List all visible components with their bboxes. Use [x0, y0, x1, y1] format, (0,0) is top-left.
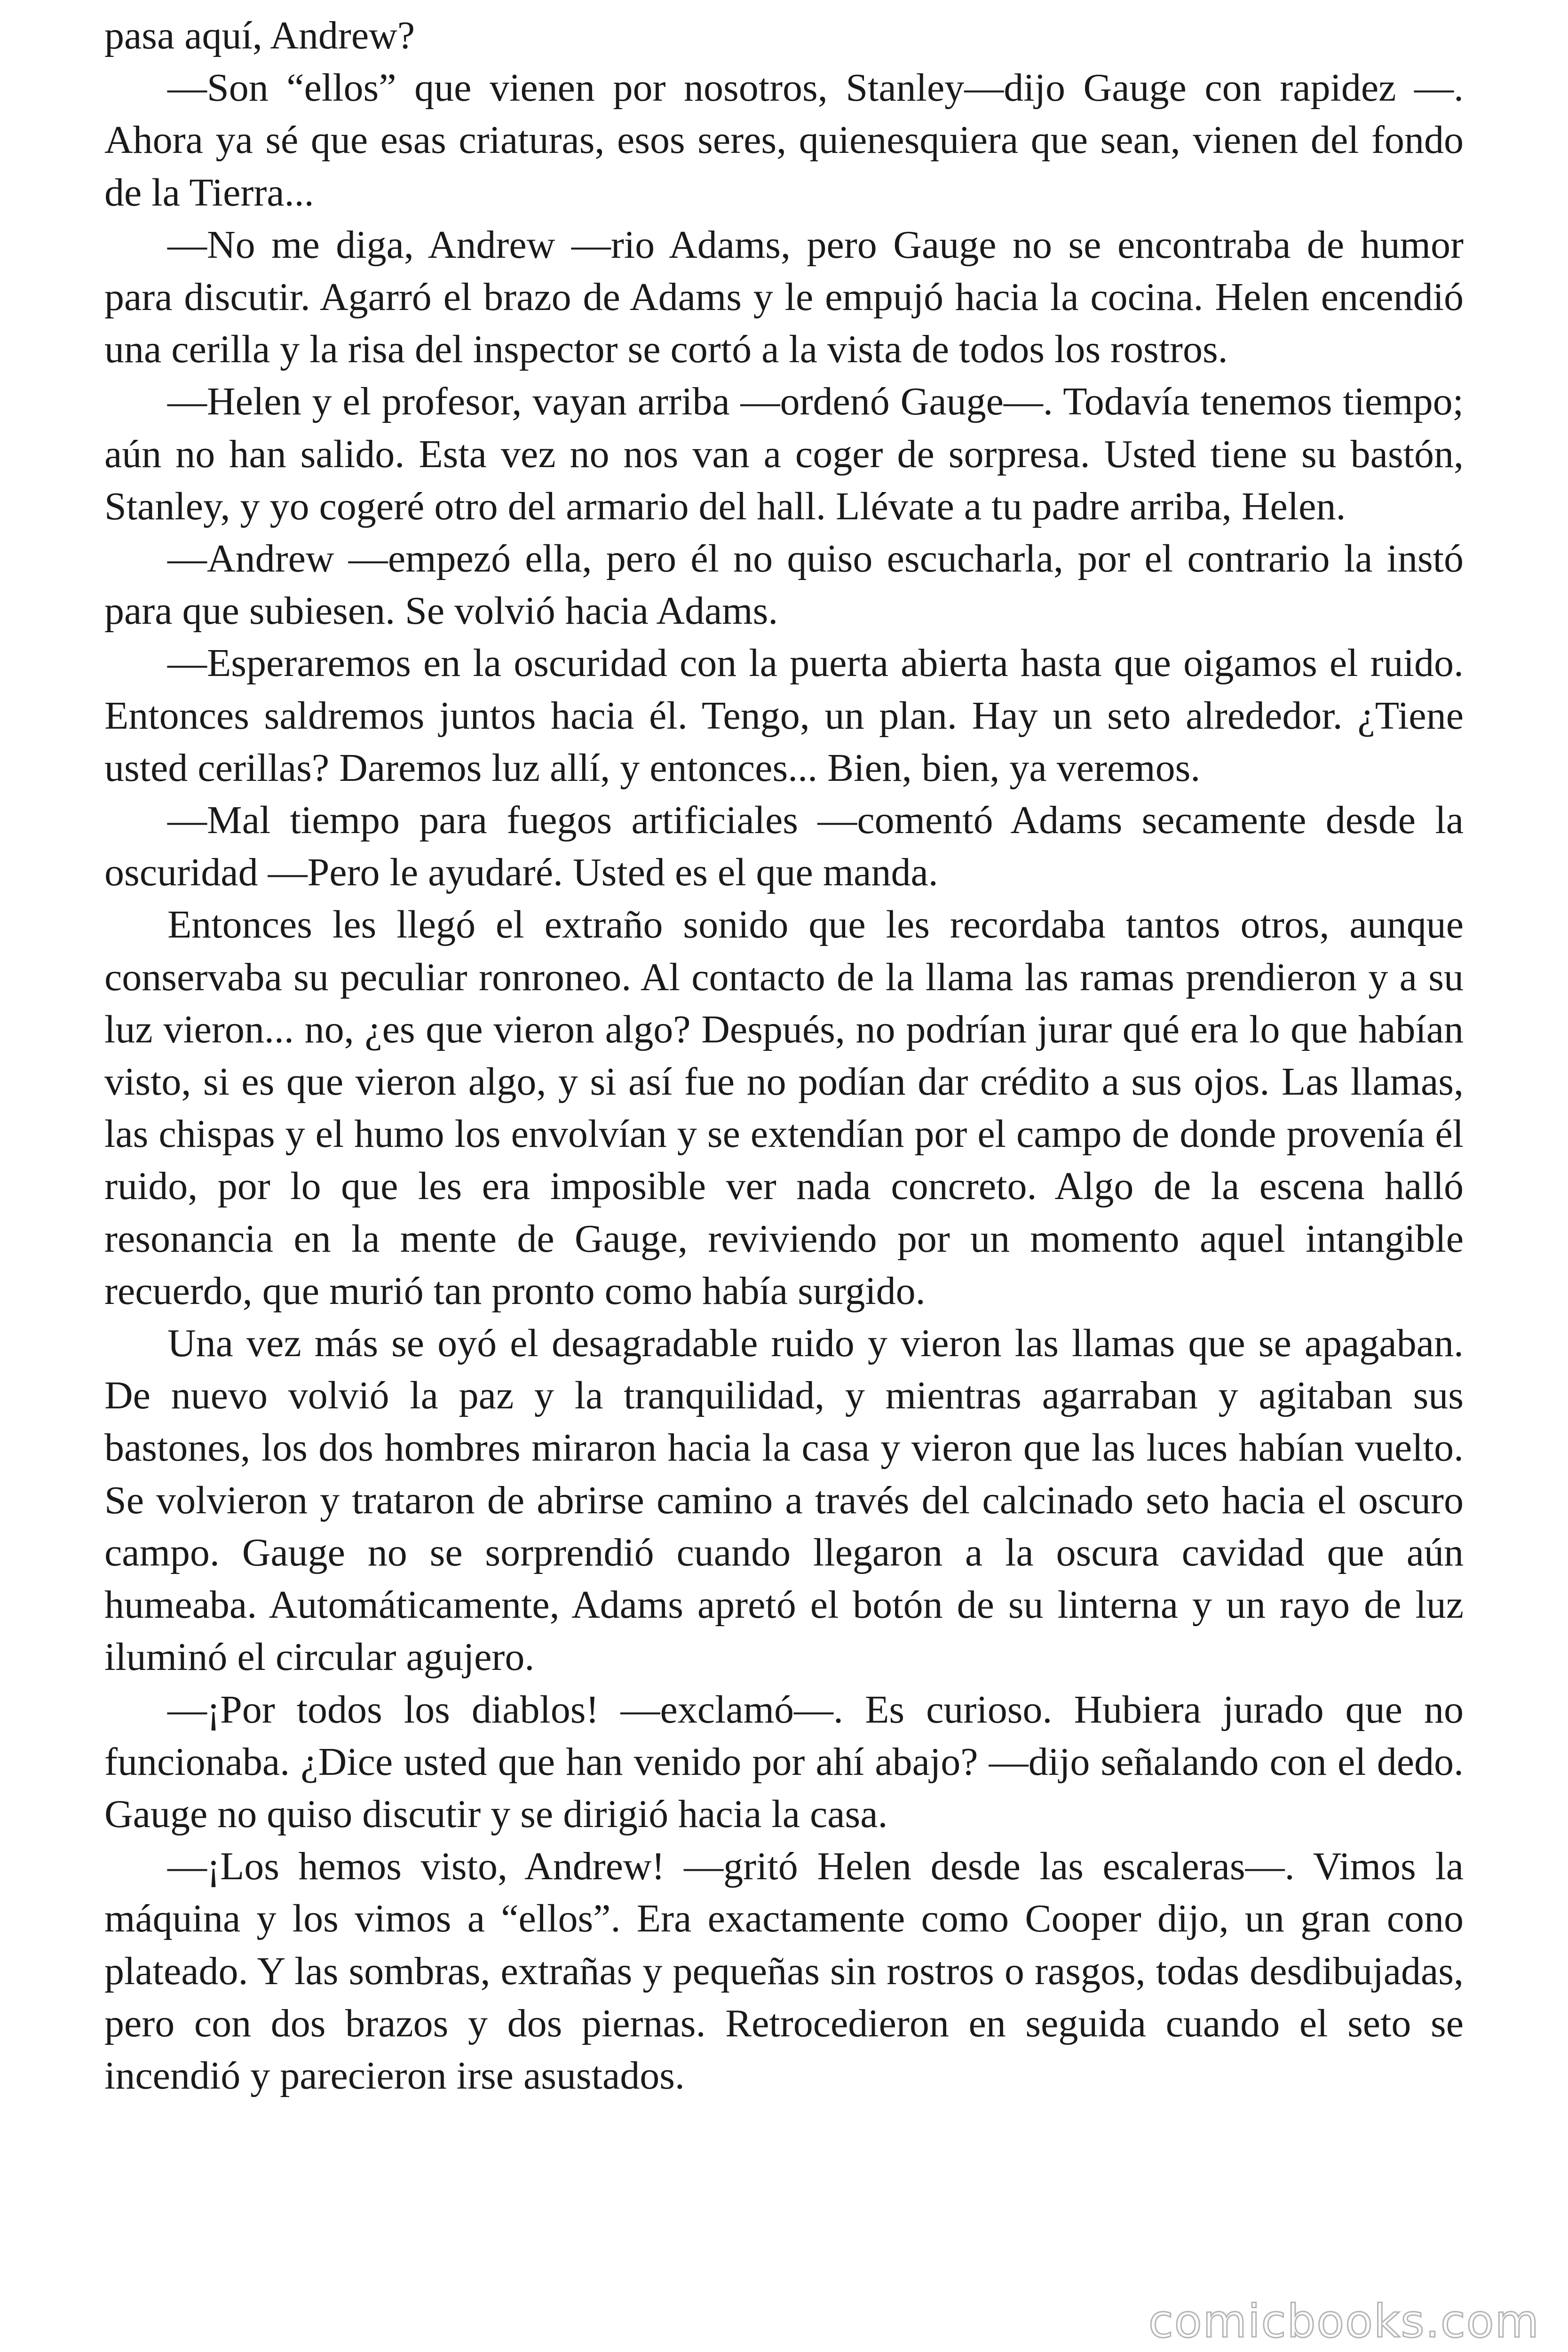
paragraph-5: —Andrew —empezó ella, pero él no quiso escucharla, por el contrario la instó para que subiesen. Se volvió hacia Adams. — [104, 537, 1464, 633]
paragraph-10: —¡Por todos los diablos! —exclamó—. Es curioso. Hubiera jurado que no funcionaba. ¿Dice usted que han venido por ahí abajo? —dijo señalando con el dedo. Gauge no quiso discutir y se dirigió hacia la casa. — [104, 1687, 1464, 1836]
book-page — [104, 9, 1464, 2296]
paragraph-11: —¡Los hemos visto, Andrew! —gritó Helen desde las escaleras—. Vimos la máquina y los vimos a “ellos”. Era exactamente como Cooper dijo, un gran cono plateado. Y las sombras, extrañas y pequeñas sin rostros o rasgos, todas desdibujadas, pero con dos brazos y dos piernas. Retrocedieron en seguida cuando el seto se incendió y parecieron irse asustados. — [104, 1844, 1464, 2098]
paragraph-4: —Helen y el profesor, vayan arriba —ordenó Gauge—. Todavía tenemos tiempo; aún no han salido. Esta vez no nos van a coger de sorpresa. Usted tiene su bastón, Stanley, y yo cogeré otro del armario del hall. Llévate a tu padre arriba, Helen. — [104, 380, 1464, 528]
paragraph-6: —Esperaremos en la oscuridad con la puerta abierta hasta que oigamos el ruido. Entonces saldremos juntos hacia él. Tengo, un plan. Hay un seto alrededor. ¿Tiene usted cerillas? Daremos luz allí, y entonces... Bien, bien, ya veremos. — [104, 641, 1464, 790]
paragraph-3: —No me diga, Andrew —rio Adams, pero Gauge no se encontraba de humor para discutir. Agarró el brazo de Adams y le empujó hacia la cocina. Helen encendió una cerilla y la risa del inspector se cortó a la vista de todos los rostros. — [104, 222, 1464, 372]
paragraph-2: —Son “ellos” que vienen por nosotros, Stanley—dijo Gauge con rapidez —. Ahora ya sé que esas criaturas, esos seres, quienesquiera que sean, vienen del fondo de la Tierra... — [104, 66, 1464, 215]
paragraph-1: pasa aquí, Andrew? — [104, 14, 415, 57]
paragraph-7: —Mal tiempo para fuegos artificiales —comentó Adams secamente desde la oscuridad —Pero le ayudaré. Usted es el que manda. — [104, 798, 1464, 895]
site-watermark: comicbooks.com — [1148, 2295, 1540, 2348]
paragraph-8: Entonces les llegó el extraño sonido que les recordaba tantos otros, aunque conservaba su peculiar ronroneo. Al contacto de la llama las ramas prendieron y a su luz vieron... no, ¿es que vieron algo? Después, no podrían jurar qué era lo que habían visto, si es que vieron algo, y si así fue no podían dar crédito a sus ojos. Las llamas, las chispas y el humo los envolvían y se extendían por el campo de donde provenía él ruido, por lo que les era imposible ver nada concreto. Algo de la escena halló resonancia en la mente de Gauge, reviviendo por un momento aquel intangible recuerdo, que murió tan pronto como había surgido. — [104, 903, 1464, 1313]
paragraph-9: Una vez más se oyó el desagradable ruido y vieron las llamas que se apagaban. De nuevo volvió la paz y la tranquilidad, y mientras agarraban y agitaban sus bastones, los dos hombres miraron hacia la casa y vieron que las luces habían vuelto. Se volvieron y trataron de abrirse camino a través del calcinado seto hacia el oscuro campo. Gauge no se sorprendió cuando llegaron a la oscura cavidad que aún humeaba. Automáticamente, Adams apretó el botón de su linterna y un rayo de luz iluminó el circular agujero. — [104, 1321, 1464, 1679]
